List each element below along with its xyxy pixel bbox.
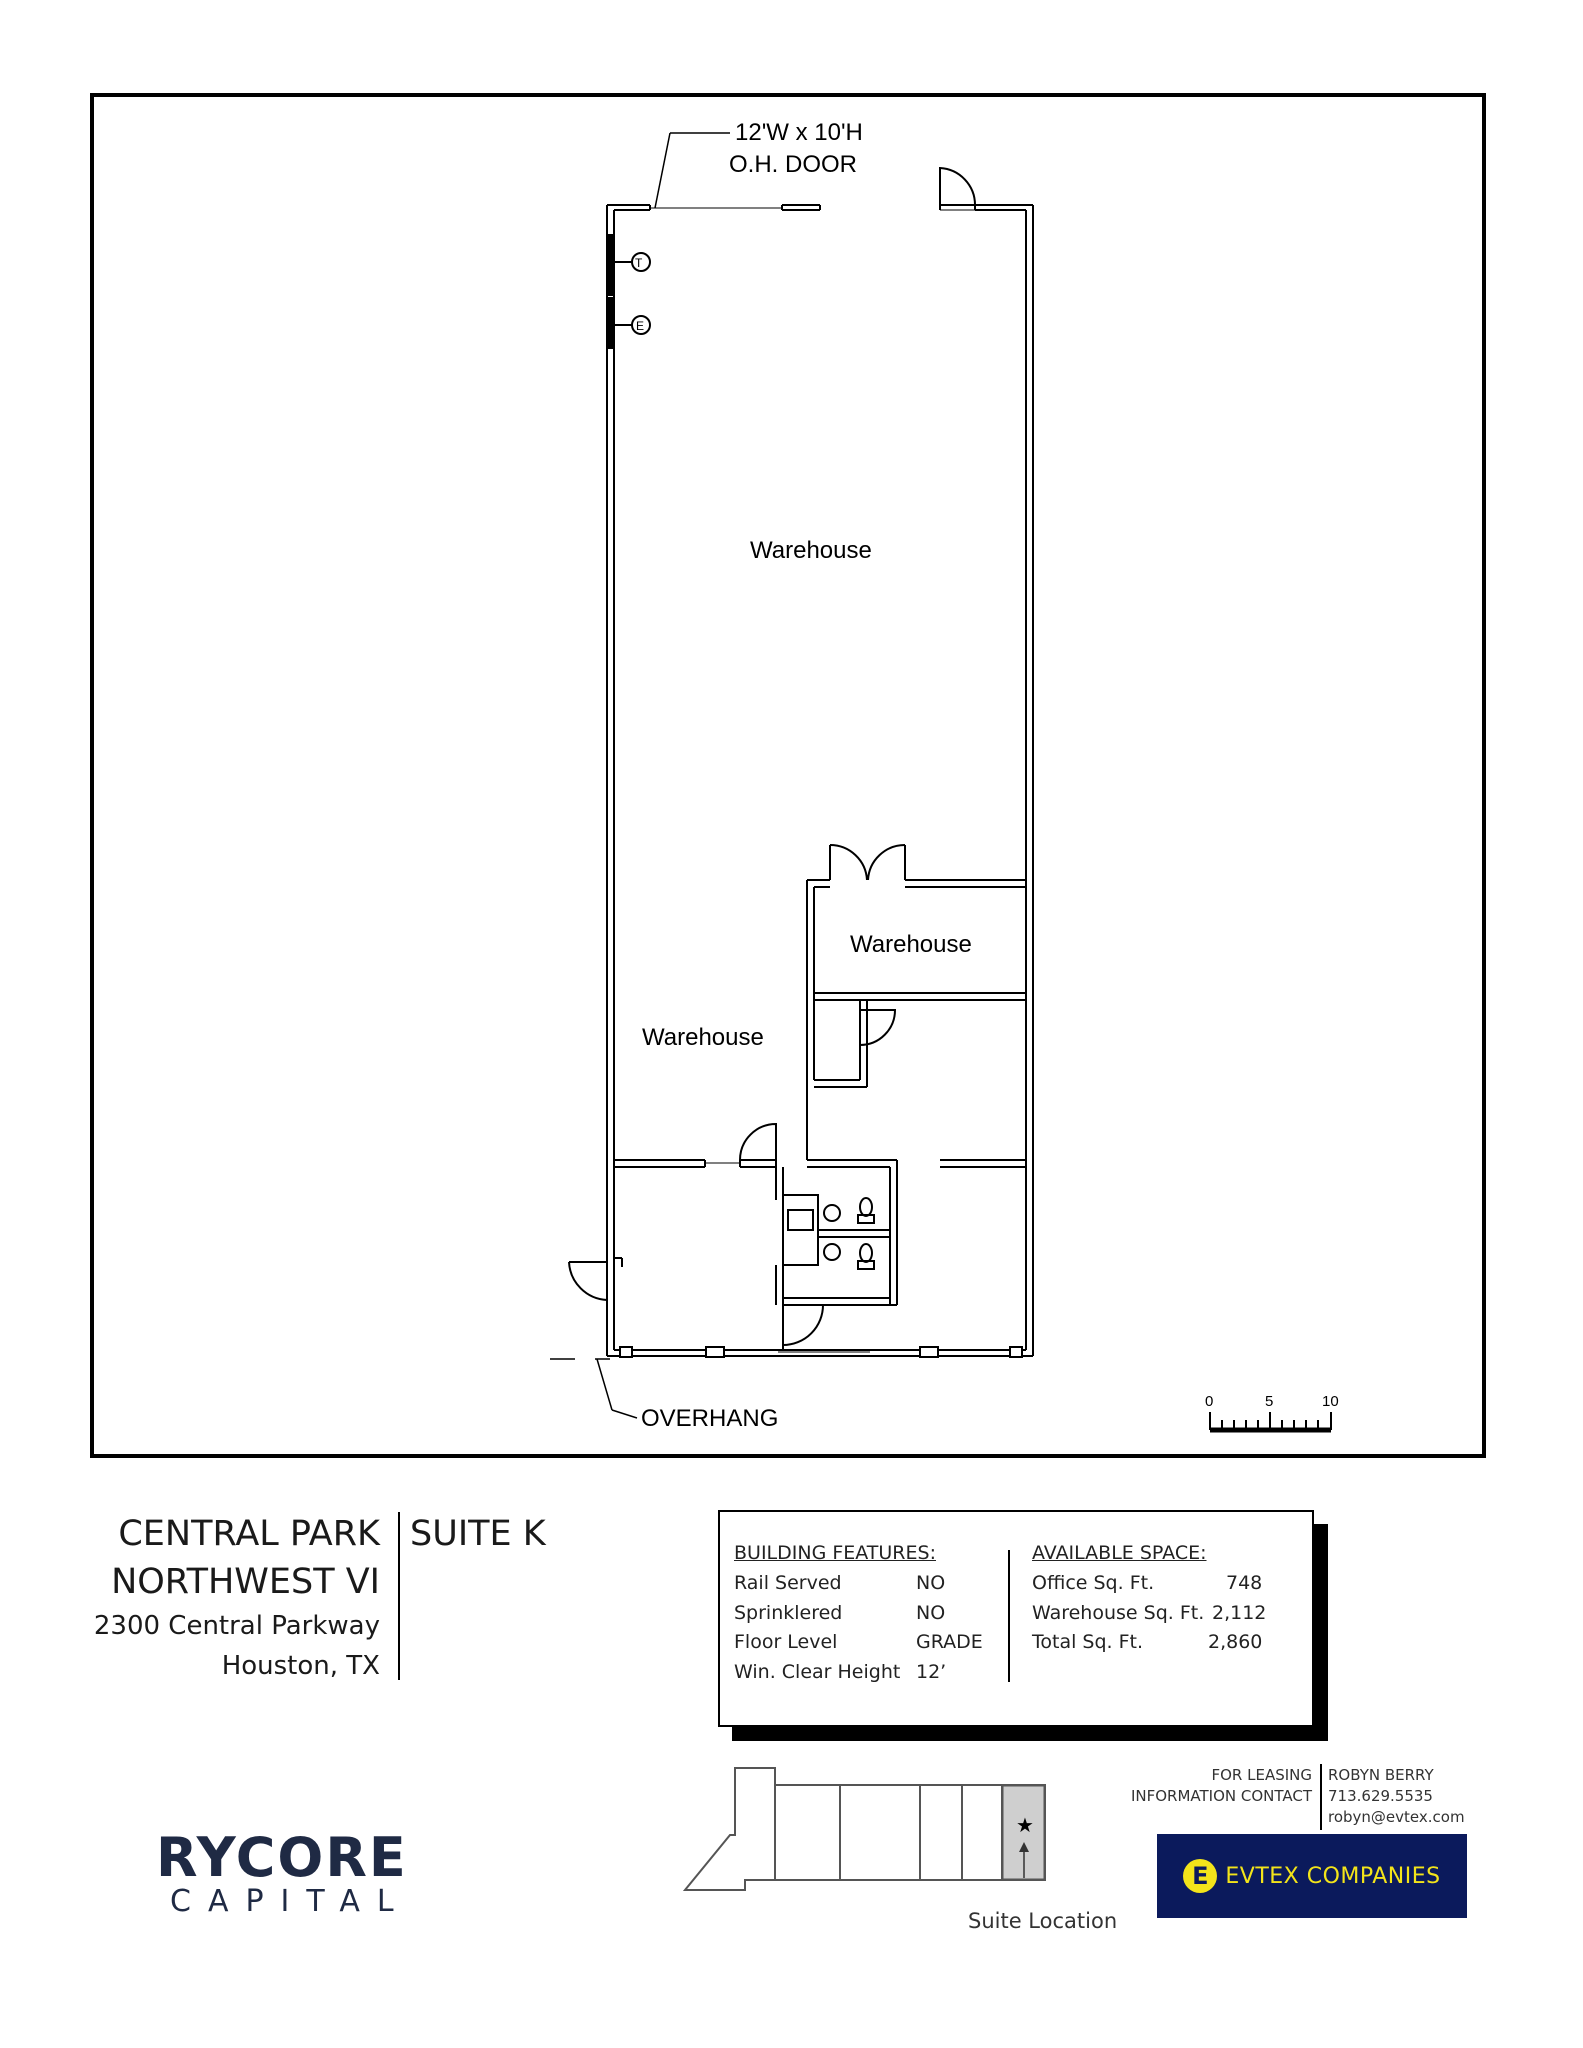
feature-label: Win. Clear Height: [734, 1661, 901, 1683]
space-label: Warehouse Sq. Ft.: [1032, 1602, 1205, 1624]
scale-tick-10: 10: [1322, 1393, 1339, 1410]
room-label-warehouse-lower: Warehouse: [642, 1024, 764, 1051]
leasing-label-line2: INFORMATION CONTACT: [1130, 1787, 1312, 1805]
feature-value: 12’: [916, 1661, 947, 1683]
available-space-header: AVAILABLE SPACE:: [1032, 1542, 1207, 1564]
feature-value: NO: [916, 1572, 946, 1594]
evtex-logo: [1157, 1834, 1467, 1918]
leasing-contact: [1328, 1765, 1465, 1828]
feature-value: NO: [916, 1602, 946, 1624]
office-partitions: [569, 1124, 1026, 1357]
star-icon: ★: [1016, 1813, 1034, 1837]
entry-door-top: [940, 168, 975, 205]
contact-phone: 713.629.5535: [1328, 1787, 1433, 1805]
property-address: 2300 Central Parkway: [93, 1611, 380, 1641]
rycore-logo-line2: CAPITAL: [170, 1884, 411, 1919]
contact-email[interactable]: robyn@evtex.com: [1328, 1808, 1465, 1826]
space-value: 2,860: [1208, 1631, 1263, 1653]
feature-label: Sprinklered: [734, 1602, 843, 1624]
door-note-line2: O.H. DOOR: [729, 151, 858, 178]
property-name-line1: CENTRAL PARK: [118, 1514, 380, 1554]
feature-value: GRADE: [916, 1631, 983, 1653]
room-label-warehouse-main: Warehouse: [750, 537, 872, 564]
site-map-building: [685, 1768, 1045, 1890]
outer-walls: [607, 205, 1033, 1356]
feature-label: Rail Served: [734, 1572, 842, 1594]
building-features-header: BUILDING FEATURES:: [734, 1542, 936, 1564]
site-map: [680, 1760, 1050, 1920]
electric-panel-icon: E: [636, 319, 645, 333]
space-label: Total Sq. Ft.: [1032, 1631, 1144, 1653]
suite-location-label: Suite Location: [968, 1909, 1118, 1933]
evtex-e-icon: E: [1183, 1859, 1217, 1893]
room-label-warehouse-small: Warehouse: [850, 931, 972, 958]
scale-tick-0: 0: [1205, 1393, 1214, 1410]
door-note-line1: 12'W x 10'H: [735, 119, 863, 146]
contact-name: ROBYN BERRY: [1328, 1766, 1434, 1784]
features-column-divider: [1008, 1550, 1010, 1682]
feature-label: Floor Level: [734, 1631, 838, 1653]
space-value: 748: [1226, 1572, 1263, 1594]
rycore-logo-line1: RYCORE: [156, 1826, 408, 1889]
leasing-label-line1: FOR LEASING: [1211, 1766, 1312, 1784]
rycore-logo: [156, 1826, 411, 1919]
property-city: Houston, TX: [221, 1651, 380, 1681]
scale-bar: [1210, 1412, 1331, 1430]
space-value: 2,112: [1212, 1602, 1267, 1624]
overhang-label: OVERHANG: [641, 1405, 779, 1432]
property-title-block: [90, 1510, 380, 1686]
property-name-line2: NORTHWEST VI: [111, 1562, 380, 1602]
small-warehouse-room: [807, 845, 1026, 1160]
suite-label: SUITE K: [410, 1514, 546, 1554]
features-box: [718, 1510, 1314, 1727]
title-divider: [398, 1512, 400, 1680]
evtex-logo-text: EVTEX COMPANIES: [1225, 1863, 1441, 1889]
thermostat-icon: T: [635, 256, 643, 270]
space-label: Office Sq. Ft.: [1032, 1572, 1155, 1594]
leasing-divider: [1320, 1764, 1322, 1830]
leasing-label: [1100, 1765, 1312, 1807]
scale-tick-5: 5: [1265, 1393, 1274, 1410]
